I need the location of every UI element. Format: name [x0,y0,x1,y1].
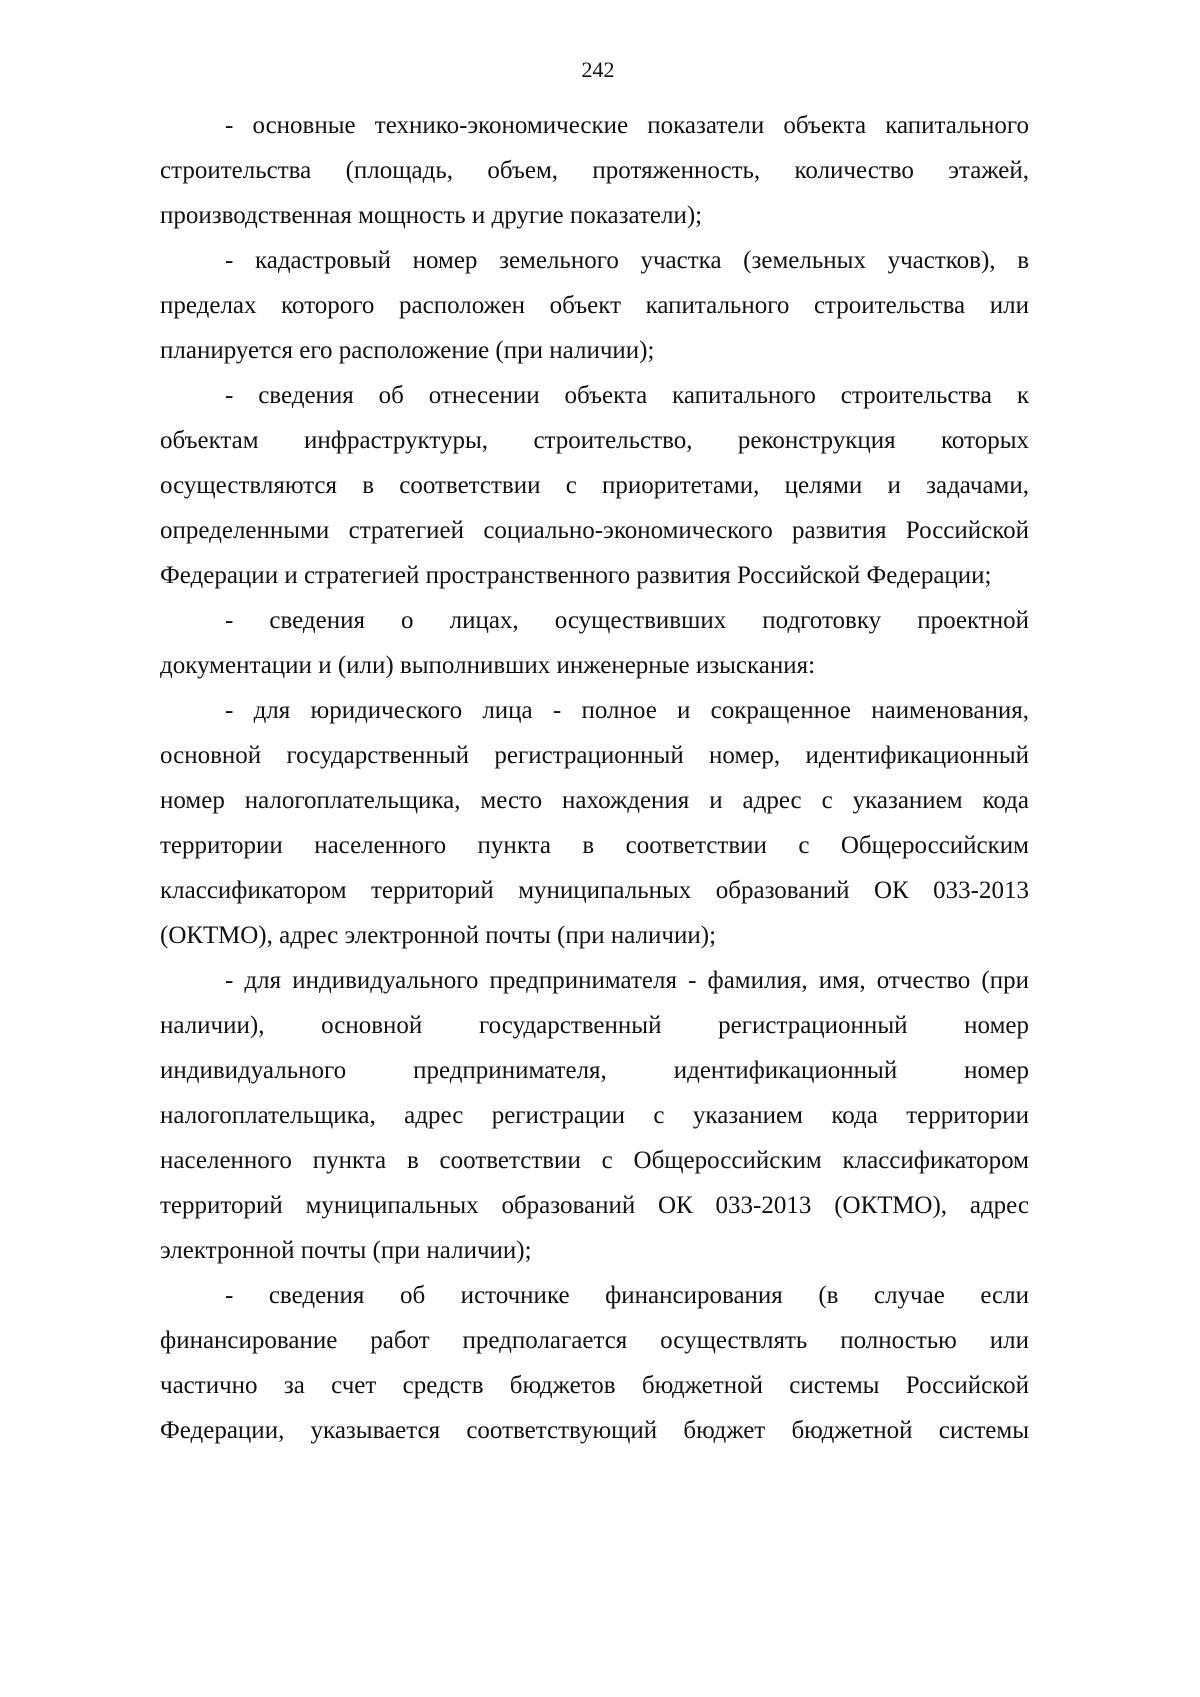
text-line: документации и (или) выполнивших инженерные изыскания: [160,652,816,679]
text-line: - сведения об отнесении объекта капитального строительства к [225,382,1029,409]
text-line: наличии), основной государственный регистрационный номер [160,1012,1029,1039]
paragraph [160,373,1029,598]
paragraph [160,958,1029,1273]
text-line: - кадастровый номер земельного участка (земельных участков), в [225,247,1029,274]
text-line: территорий муниципальных образований ОК 033-2013 (ОКТМО), адрес [160,1192,1029,1219]
text-line: - для индивидуального предпринимателя - фамилия, имя, отчество (при [225,967,1029,994]
paragraph [160,598,1029,688]
text-line: электронной почты (при наличии); [160,1237,532,1264]
text-line: номер налогоплательщика, место нахождения и адрес с указанием кода [160,787,1029,814]
text-line: - сведения о лицах, осуществивших подготовку проектной [225,607,1029,634]
text-line: - сведения об источнике финансирования (в случае если [225,1282,1029,1309]
text-line: Федерации, указывается соответствующий бюджет бюджетной системы [160,1417,1029,1444]
text-line: - для юридического лица - полное и сокращенное наименования, [225,697,1029,724]
text-line: классификатором территорий муниципальных образований ОК 033-2013 [160,877,1029,904]
text-line: (ОКТМО), адрес электронной почты (при наличии); [160,922,717,949]
text-line: частично за счет средств бюджетов бюджетной системы Российской [160,1372,1029,1399]
text-line: территории населенного пункта в соответствии с Общероссийским [160,832,1029,859]
text-line: основной государственный регистрационный номер, идентификационный [160,742,1029,769]
paragraph [160,688,1029,958]
paragraph [160,238,1029,373]
text-line: осуществляются в соответствии с приоритетами, целями и задачами, [160,472,1029,499]
text-line: пределах которого расположен объект капитального строительства или [160,292,1029,319]
text-line: населенного пункта в соответствии с Общероссийским классификатором [160,1147,1029,1174]
paragraph [160,1273,1029,1453]
text-line: производственная мощность и другие показатели); [160,202,703,229]
page-number: 242 [581,57,615,82]
paragraph [160,103,1029,238]
text-line: - основные технико-экономические показатели объекта капитального [225,112,1029,139]
text-line: Федерации и стратегией пространственного развития Российской Федерации; [160,562,992,589]
text-line: индивидуального предпринимателя, идентификационный номер [160,1057,1029,1084]
text-line: строительства (площадь, объем, протяженность, количество этажей, [160,157,1029,184]
text-line: финансирование работ предполагается осуществлять полностью или [160,1327,1029,1354]
text-line: объектам инфраструктуры, строительство, реконструкция которых [160,427,1029,454]
text-line: определенными стратегией социально-экономического развития Российской [160,517,1029,544]
text-line: налогоплательщика, адрес регистрации с указанием кода территории [160,1102,1029,1129]
document-body [160,103,1029,1453]
text-line: планируется его расположение (при наличии); [160,337,655,364]
